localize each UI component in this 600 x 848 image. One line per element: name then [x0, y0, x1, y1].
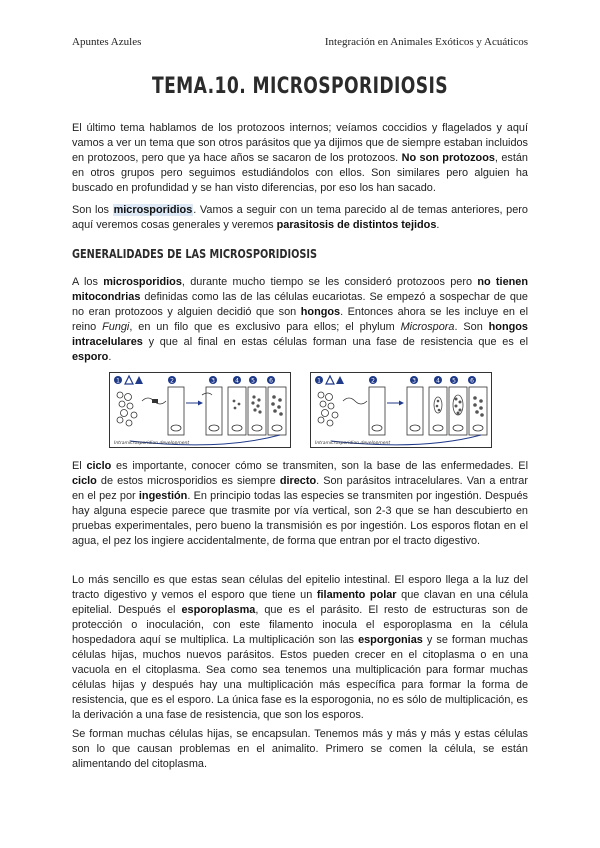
svg-text:3: 3 — [211, 377, 215, 385]
life-cycle-figure-left — [109, 372, 291, 448]
svg-text:1: 1 — [317, 377, 321, 385]
paragraph-4: El ciclo es importante, conocer cómo se transmiten, son la base de las enfermedades. El ciclo de estos microsporidios es siempre directo. Son parásitos intracelulares. Van a entrar en el pez por ingestión. En principio todas las especies se transmiten por ingestión. Después hay alguna especie parece que trasmite por vía vertical, son 2-3 que se han descubierto en pruebas experimentales, pero bueno la transmisión es por ingestión. Los esporos flotan en el agua, el pez los ingiere accidentalmente, de forma que entran por el tracto digestivo. — [72, 460, 528, 547]
svg-text:2: 2 — [170, 377, 174, 385]
svg-text:4: 4 — [436, 377, 440, 385]
svg-text:3: 3 — [412, 377, 416, 385]
highlight-microsporidios: microsporidios — [113, 204, 193, 216]
life-cycle-figure-right — [310, 372, 492, 448]
life-cycle-diagram — [110, 373, 290, 447]
svg-text:Intramicrosporidian developmen: Intramicrosporidian development — [114, 441, 190, 446]
svg-text:5: 5 — [251, 377, 255, 385]
svg-text:4: 4 — [235, 377, 239, 385]
svg-text:2: 2 — [371, 377, 375, 385]
header-right: Integración en Animales Exóticos y Acuáticos — [324, 36, 528, 48]
page-header — [72, 36, 528, 48]
svg-text:6: 6 — [269, 377, 273, 385]
svg-text:6: 6 — [470, 377, 474, 385]
page-title: TEMA.10. MICROSPORIDIOSIS — [151, 74, 449, 99]
paragraph-5: Lo más sencillo es que estas sean células del epitelio intestinal. El esporo llega a la luz del tracto digestivo y vemos el esporo que tiene un filamento polar que clavan en una célula epitelial. Después el esporoplasma, que es el parásito. El resto de estructuras son de protección o inoculación, con este filamento inocula el esporoplasma en la célula hospedadora aquí se multiplica. La multiplicación son las esporgonias y se forman muchas células hijas, muchos nuevos parásitos. Estos pueden crecer en el citoplasma o en una vacuola en el citoplasma. Sea como sea tenemos una multiplicación para formar muchas células hijas y después hay una multiplicación más específica para formar la forma de resistencia, que es el esporo. La única fase es la esporogonia, no es sólo de multiplicación, es la derivación a una fase de resistencia, que son los esporos. — [72, 574, 528, 721]
paragraph-1: El último tema hablamos de los protozoos internos; veíamos coccidios y flagelados y aquí vamos a ver un tema que son otros parásitos que ya dijimos que de siempre estaban incluidos en protozoos, pero que ya hace años se sacaron de los protozoos. No son protozoos, están en otros grupos pero seguimos estudiándolos con ellos. Son similares pero alguien ha buscado en profundidad y se han visto diferencias, por eso los han sacado. — [72, 122, 528, 194]
svg-text:Intramicrosporidian developmen: Intramicrosporidian development — [315, 441, 391, 446]
life-cycle-diagram — [311, 373, 491, 447]
section-heading: GENERALIDADES DE LAS MICROSPORIDIOSIS — [72, 246, 318, 261]
paragraph-2: Son los microsporidios. Vamos a seguir con un tema parecido al de temas anteriores, pero aquí veremos cosas generales y veremos parasitosis de distintos tejidos. — [72, 204, 528, 231]
paragraph-6: Se forman muchas células hijas, se encapsulan. Tenemos más y más y más y estas células son lo que causan problemas en el animalito. Primero se comen la célula, se están alimentando del citoplasma. — [72, 728, 528, 770]
svg-text:1: 1 — [116, 377, 120, 385]
header-left: Apuntes Azules — [72, 36, 142, 48]
paragraph-3: A los microsporidios, durante mucho tiempo se les consideró protozoos pero no tienen mitocondrias definidas como las de las células eucariotas. Se empezó a sospechar de que no eran protozoos y alguien decidió que son hongos. Entonces ahora se les incluye en el reino Fungi, en un filo que es exclusivo para ellos; el phylum Microspora. Son hongos intracelulares y que al final en estas células forman una fase de resistencia que es el esporo. — [72, 276, 529, 363]
svg-text:5: 5 — [452, 377, 456, 385]
